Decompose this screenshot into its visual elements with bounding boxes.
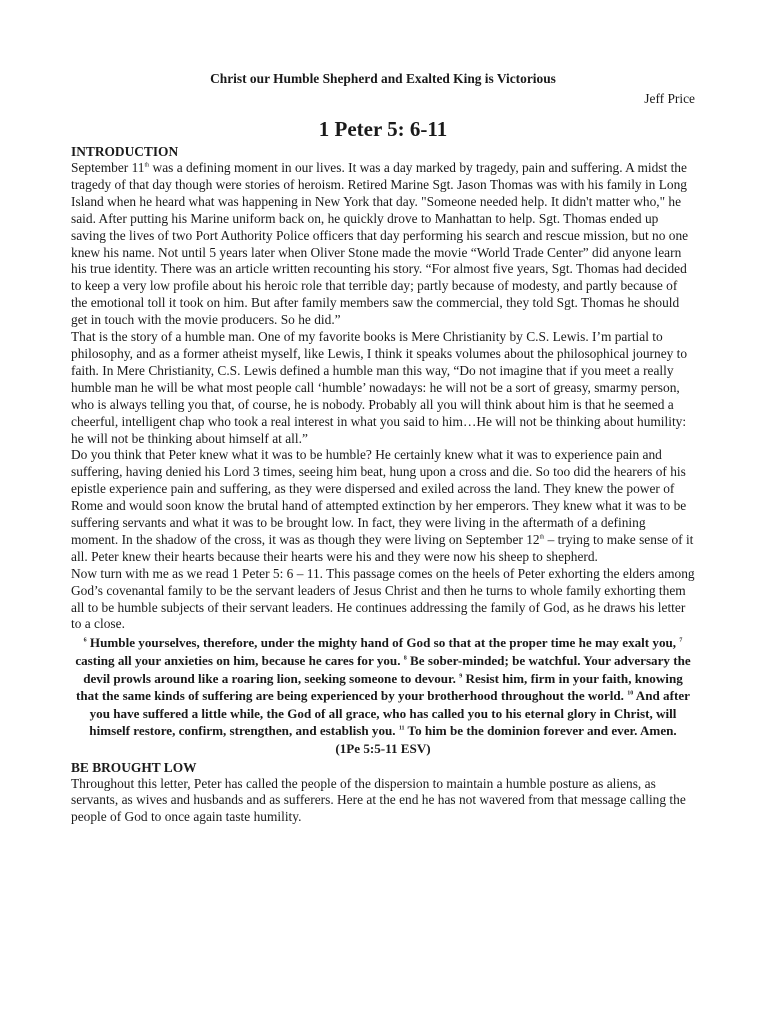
paragraph-3: Do you think that Peter knew what it was to be humble? He certainly knew what it was to experience pain and suffering, having denied his Lord 3 times, seeing him beat, hung upon a cross and die. So too did the hearers of his epistle experience pain and suffering, as they were dispersed and exiled across the land. They knew the power of Rome and would soon know the brutal hand of attempted extinction by her emperors. They knew what it was to be suffering servants and what it was to be brought low. In fact, they were living in the aftermath of a defining moment. In the shadow of the cross, it was as though they were living on September 12th – trying to make sense of it all. Peter knew their hearts because their hearts were his and they were now his sheep to shepherd. bbox=[71, 447, 694, 564]
scripture-reference: (1Pe 5:5-11 ESV) bbox=[335, 740, 431, 756]
paragraph-1: September 11th was a defining moment in our lives. It was a day marked by tragedy, pain and suffering. A midst the tragedy of that day though were stories of heroism. Retired Marine Sgt. Jason Thomas was with his family in Long Island when he heard what was happening in New York that day. "Someone needed help. It didn't matter who," he said. After putting his Marine uniform back on, he quickly drove to Manhattan to help. Sgt. Thomas ended up saving the lives of two Port Authority Police officers that day performing his search and rescue mission, but no one knew his name. Not until 5 years later when Oliver Stone made the movie “World Trade Center” did anyone learn his true identity. There was an article written recounting his story. “For almost five years, Sgt. Thomas had decided to keep a very low profile about his heroic role that terrible day; partly because of modesty, and partly because of the emotional toll it took on him. But after family members saw the commercial, they told Sgt. Thomas he should get in touch with the movie producers. So he did.” bbox=[71, 160, 689, 328]
passage-heading: 1 Peter 5: 6-11 bbox=[318, 117, 448, 141]
document-title: Christ our Humble Shepherd and Exalted King is Victorious bbox=[210, 71, 556, 86]
document-page bbox=[71, 68, 695, 826]
scripture-quote: $^6$ Humble yourselves, therefore, under the mighty hand of God so that at the proper time he may exalt you, $^7$ casting all your anxieties on him, because he cares for you. $^8$ Be sober-minded; be watchful. Your adversary the devil prowls around like a roaring lion, seeking someone to devour. $^9$ Resist him, firm in your faith, knowing that the same kinds of suffering are being experienced by your brotherhood throughout the world. $^{10}$ And after you have suffered a little while, the God of all grace, who has called you to his eternal glory in Christ, will himself restore, confirm, strengthen, and establish you. $^{11}$ To him be the dominion forever and ever. Amen. (1Pe 5:5-11 ESV) bbox=[75, 635, 691, 756]
paragraph-5: Throughout this letter, Peter has called the people of the dispersion to maintain a humble posture as aliens, as servants, as wives and husbands and as sufferers. Here at the end he has not wavered from that message calling the people of God to once again taste humility. bbox=[71, 775, 686, 825]
section-heading-introduction: INTRODUCTION bbox=[71, 144, 179, 159]
section-heading-be-brought-low: BE BROUGHT LOW bbox=[71, 759, 197, 775]
paragraph-4: Now turn with me as we read 1 Peter 5: 6 – 11. This passage comes on the heels of Peter exhorting the elders among God’s covenantal family to be the servant leaders of Jesus Christ and then he turns to whole family exhorting them all to be humble subjects of their servant leaders. He continues addressing the family of God, as he draws his letter to a close. bbox=[71, 565, 695, 632]
paragraph-2: That is the story of a humble man. One of my favorite books is Mere Christianity by C.S. Lewis. I’m partial to philosophy, and as a former atheist myself, like Lewis, I think it speaks volumes about the philosophical journey to faith. In Mere Christianity, C.S. Lewis defined a humble man this way, “Do not imagine that if you meet a really humble man he will be what most people call ‘humble’ nowadays: he will not be a sort of greasy, smarmy person, who is always telling you that, of course, he is nobody. Probably all you will think about him is that he seemed a cheerful, intelligent chap who took a real interest in what you said to him…He will not be thinking about humility: he will not be thinking about himself at all.” bbox=[71, 329, 688, 446]
author-name: Jeff Price bbox=[644, 91, 695, 106]
